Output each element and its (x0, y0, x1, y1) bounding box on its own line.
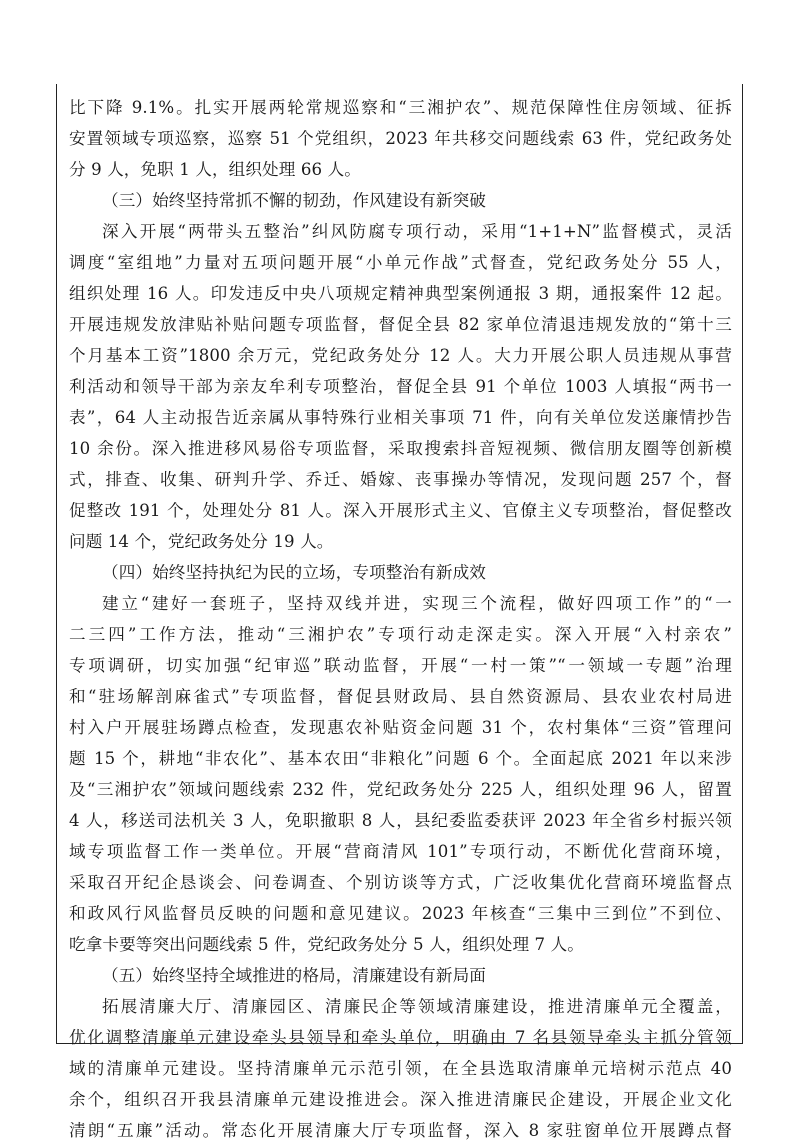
text-line: 10 余份。深入推进移风易俗专项监督，采取搜索抖音短视频、微信朋友圈等创新模 (69, 439, 732, 458)
text-line: 村入户开展驻场蹲点检查，发现惠农补贴资金问题 31 个，农村集体“三资”管理问 (69, 718, 732, 737)
text-line: 及“三湘护农”领域问题线索 232 件，党纪政务处分 225 人，组织处理 96 人，留置 (69, 780, 732, 799)
text-line: 域专项监督工作一类单位。开展“营商清风 101”专项行动，不断优化营商环境， (69, 842, 732, 861)
text-line: 余个，组织召开我县清廉单元建设推进会。深入推进清廉民企建设，开展企业文化 (69, 1090, 732, 1109)
text-line: 安置领域专项巡察，巡察 51 个党组织，2023 年共移交问题线索 63 件，党纪政务处 (69, 129, 732, 148)
text-line: 利活动和领导干部为亲友牟利专项整治，督促全县 91 个单位 1003 人填报“两书一 (69, 377, 732, 396)
text-line: 吃拿卡要等突出问题线索 5 件，党纪政务处分 5 人，组织处理 7 人。 (69, 935, 584, 954)
document-page (56, 84, 743, 1140)
text-line: 个月基本工资”1800 余万元，党纪政务处分 12 人。大力开展公职人员违规从事营 (69, 346, 732, 365)
text-line: 问题 14 个，党纪政务处分 19 人。 (69, 532, 334, 551)
section-heading-4: （四）始终坚持执纪为民的立场，专项整治有新成效 (102, 563, 486, 582)
text-line: 建立“建好一套班子，坚持双线并进，实现三个流程，做好四项工作”的“一 (102, 594, 732, 613)
text-line: 开展违规发放津贴补贴问题专项监督，督促全县 82 家单位清退违规发放的“第十三 (69, 315, 732, 334)
text-line: 4 人，移送司法机关 3 人，免职撤职 8 人，县纪委监委获评 2023 年全省乡村振兴领 (69, 811, 732, 830)
section-heading-5: （五）始终坚持全域推进的格局，清廉建设有新局面 (102, 966, 486, 985)
text-line: 分 9 人，免职 1 人，组织处理 66 人。 (69, 160, 361, 179)
section-heading-3: （三）始终坚持常抓不懈的韧劲，作风建设有新突破 (102, 191, 486, 210)
text-line: 域的清廉单元建设。坚持清廉单元示范引领，在全县选取清廉单元培树示范点 40 (69, 1059, 732, 1078)
text-line: 组织处理 16 人。印发违反中央八项规定精神典型案例通报 3 期，通报案件 12 起。 (69, 284, 732, 303)
text-line: 表”，64 人主动报告近亲属从事特殊行业相关事项 71 件，向有关单位发送廉情抄告 (69, 408, 732, 427)
text-line: 二三四”工作方法，推动“三湘护农”专项行动走深走实。深入开展“入村亲农” (69, 625, 732, 644)
text-line: 深入开展“两带头五整治”纠风防腐专项行动，采用“1+1+N”监督模式，灵活 (102, 222, 732, 241)
text-line: 比下降 9.1%。扎实开展两轮常规巡察和“三湘护农”、规范保障性住房领域、征拆 (69, 98, 732, 117)
document-body (69, 92, 732, 1146)
text-line: 题 15 个，耕地“非农化”、基本农田“非粮化”问题 6 个。全面起底 2021 年以来涉 (69, 749, 732, 768)
text-line: 专项调研，切实加强“纪审巡”联动监督，开展“一村一策”“一领域一专题”治理 (69, 656, 732, 675)
text-line: 采取召开纪企恳谈会、问卷调查、个别访谈等方式，广泛收集优化营商环境监督点 (69, 873, 732, 892)
text-line: 优化调整清廉单元建设牵头县领导和牵头单位，明确由 7 名县领导牵头主抓分管领 (69, 1028, 732, 1047)
text-line: 和政风行风监督员反映的问题和意见建议。2023 年核查“三集中三到位”不到位、 (69, 904, 732, 923)
text-line: 促整改 191 个，处理处分 81 人。深入开展形式主义、官僚主义专项整治，督促整改 (69, 501, 732, 520)
text-line: 清朗“五廉”活动。常态化开展清廉大厅专项监督，深入 8 家驻窗单位开展蹲点督 (69, 1121, 732, 1140)
text-line: 式，排查、收集、研判升学、乔迁、婚嫁、丧事操办等情况，发现问题 257 个，督 (69, 470, 732, 489)
text-line: 拓展清廉大厅、清廉园区、清廉民企等领域清廉建设，推进清廉单元全覆盖， (102, 997, 732, 1016)
text-line: 和“驻场解剖麻雀式”专项监督，督促县财政局、县自然资源局、县农业农村局进 (69, 687, 732, 706)
text-line: 调度“室组地”力量对五项问题开展“小单元作战”式督查，党纪政务处分 55 人， (69, 253, 732, 272)
